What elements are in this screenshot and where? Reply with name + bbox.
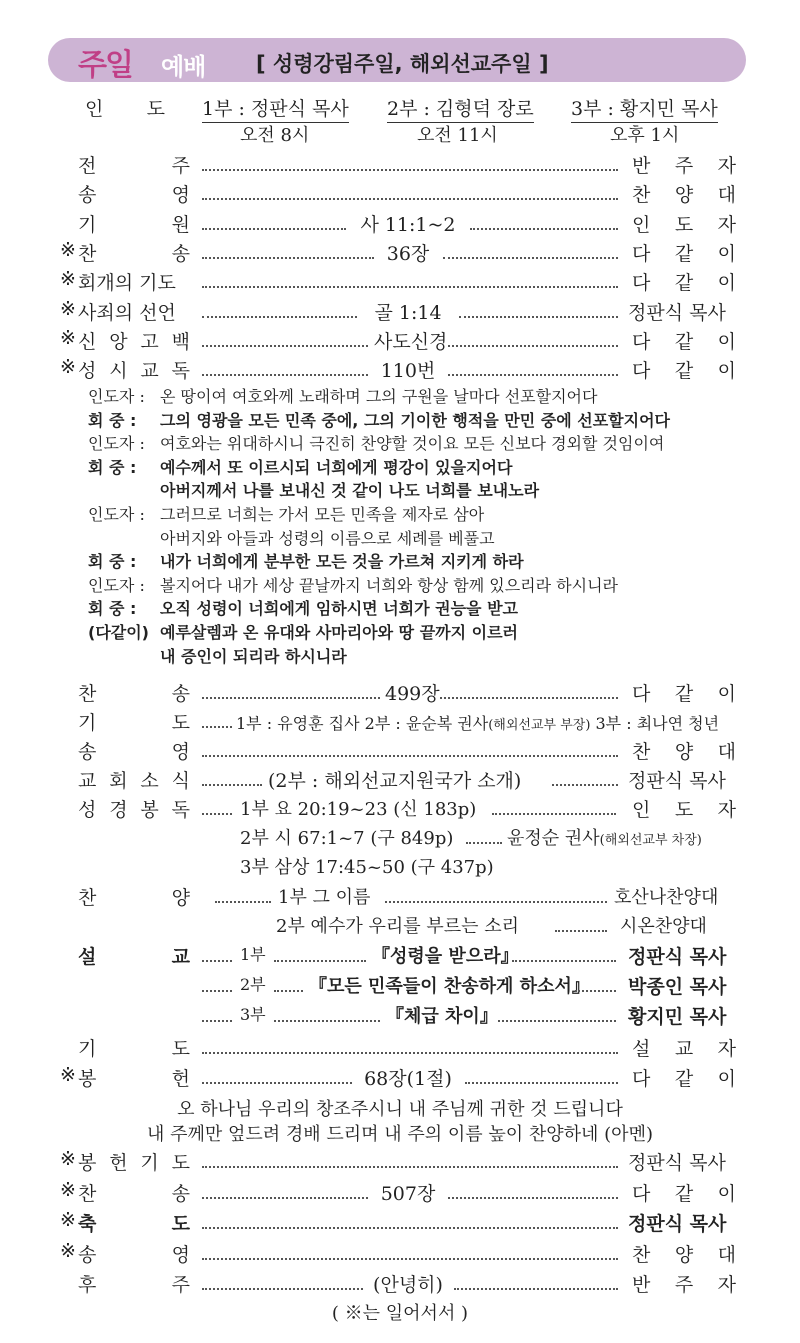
reading-text: 예수께서 또 이르시되 너희에게 평강이 있을지어다: [160, 457, 513, 477]
leader-dots: [202, 726, 232, 728]
footer-note: ( ※는 일어서서 ): [331, 1303, 469, 1324]
sermon-label: 설 교: [78, 946, 190, 968]
item-label: 신 앙 고 백: [78, 330, 190, 353]
leader-dots: [465, 1082, 619, 1084]
item-participant: 반 주 자: [632, 1274, 736, 1296]
logo-sunday: 주일: [78, 48, 132, 83]
reading-speaker: 인도자 :: [88, 434, 145, 454]
leader-dots: [202, 755, 618, 757]
item-label: 사죄의 선언: [78, 301, 176, 324]
reading-speaker: 회 중 :: [88, 457, 137, 477]
item-participant: 정판식 목사: [628, 301, 726, 324]
item-label: 기 원: [78, 213, 190, 236]
reading-speaker: 인도자 :: [88, 505, 145, 524]
leader-dots: [202, 286, 618, 288]
leader-dots: [202, 345, 368, 347]
logo-worship: 예배: [161, 53, 206, 81]
item-participant: 다 같 이: [632, 360, 736, 383]
item-participant: 설 교 자: [632, 1038, 736, 1060]
leader-dots: [448, 345, 618, 347]
anthem-2: 2부 예수가 우리를 부르는 소리: [276, 916, 519, 937]
lead-time-1: 오전 8시: [240, 125, 310, 146]
standing-mark: ※: [60, 1239, 76, 1262]
leader-dots: [385, 901, 607, 903]
anthem-1: 1부 그 이름: [278, 887, 371, 908]
leader-dots: [512, 960, 616, 962]
item-detail: 골 1:14: [374, 301, 442, 324]
anthem-choir-2: 시온찬양대: [620, 916, 707, 937]
sermon-preacher: 황지민 목사: [628, 1006, 727, 1028]
standing-mark: ※: [60, 1178, 76, 1201]
reading-text: 볼지어다 내가 세상 끝날까지 너희와 항상 함께 있으리라 하시니라: [160, 575, 619, 595]
leader-dots: [470, 228, 618, 230]
leader-dots: [202, 1258, 618, 1260]
praise-participant: 찬 양 대: [632, 741, 736, 763]
item-participant: 다 같 이: [632, 330, 736, 353]
offering-line-1: 오 하나님 우리의 창조주시니 내 주님께 귀한 것 드립니다: [177, 1099, 623, 1120]
leader-dots: [202, 1166, 618, 1168]
leader-dots: [202, 784, 262, 786]
news-content: (2부 : 해외선교지원국가 소개): [268, 770, 522, 792]
item-label: 성 시 교 독: [78, 360, 190, 383]
scripture-reader-2: 윤정순 권사(해외선교부 차장): [507, 828, 702, 849]
reading-speaker: 회 중 :: [88, 410, 137, 430]
item-label: 송 영: [78, 184, 190, 207]
scripture-2: 2부 시 67:1~7 (구 849p): [240, 828, 454, 849]
hymn-participant: 다 같 이: [632, 683, 736, 705]
leader-dots: [466, 842, 502, 844]
leader-dots: [202, 1082, 352, 1084]
standing-mark: ※: [60, 1148, 76, 1170]
lead-service-2: 2부 : 김형덕 장로: [387, 94, 534, 123]
item-detail: 110번: [380, 360, 436, 383]
lead-label: 인 도: [85, 98, 165, 120]
prayer-label: 기 도: [78, 712, 190, 734]
leader-dots: [575, 990, 616, 992]
item-participant: 다 같 이: [632, 1068, 736, 1090]
standing-mark: ※: [60, 1209, 76, 1231]
item-participant: 찬 양 대: [632, 184, 736, 207]
item-participant: 다 같 이: [632, 242, 736, 265]
leader-dots: [202, 1197, 368, 1199]
item-detail: 68장(1절): [364, 1068, 452, 1090]
item-detail: 사도신경: [374, 330, 448, 353]
leader-dots: [274, 960, 366, 962]
leader-dots: [459, 316, 618, 318]
hymn-number: 499장: [385, 683, 440, 705]
item-participant: 정판식 목사: [628, 1152, 726, 1174]
item-participant: 다 같 이: [632, 272, 736, 295]
item-participant: 찬 양 대: [632, 1243, 736, 1266]
item-participant: 정판식 목사: [628, 1213, 727, 1235]
item-detail: 507장: [380, 1182, 436, 1205]
leader-dots: [202, 1052, 618, 1054]
reading-text: 내가 너희에게 분부한 모든 것을 가르쳐 지키게 하라: [160, 552, 524, 572]
leader-dots: [454, 1288, 619, 1290]
praise-label: 송 영: [78, 741, 190, 763]
leader-dots: [215, 901, 271, 903]
leader-dots: [202, 228, 346, 230]
sermon-preacher: 정판식 목사: [628, 946, 727, 968]
leader-dots: [274, 990, 303, 992]
anthem-choir-1: 호산나찬양대: [614, 887, 719, 908]
standing-mark: ※: [60, 356, 76, 379]
leader-dots: [202, 813, 232, 815]
news-label: 교 회 소 식: [78, 770, 190, 792]
leader-dots: [274, 1020, 380, 1022]
sermon-title: 『체급 차이』: [386, 1006, 498, 1027]
reading-text: 그러므로 너희는 가서 모든 민족을 제자로 삼아: [160, 505, 485, 524]
standing-mark: ※: [60, 297, 76, 320]
service-subtitle: [ 성령강림주일, 해외선교주일 ]: [256, 52, 549, 76]
leader-dots: [448, 1197, 618, 1199]
scripture-3: 3부 삼상 17:45~50 (구 437p): [240, 857, 494, 878]
reading-speaker: 회 중 :: [88, 599, 137, 619]
reading-text: 온 땅이여 여호와께 노래하며 그의 구원을 날마다 선포할지어다: [160, 387, 598, 406]
leader-dots: [202, 198, 618, 200]
standing-mark: ※: [60, 1064, 76, 1086]
item-label: 봉 헌: [78, 1068, 190, 1090]
leader-dots: [448, 374, 618, 376]
leader-dots: [202, 1227, 618, 1229]
anthem-label: 찬 양: [78, 887, 190, 909]
leader-dots: [555, 930, 607, 932]
lead-time-2: 오전 11시: [417, 125, 498, 146]
leader-dots: [202, 169, 618, 171]
hymn-label: 찬 송: [78, 683, 190, 705]
sermon-title: 『모든 민족들이 찬송하게 하소서』: [309, 976, 590, 997]
reading-text: 아버지와 아들과 성령의 이름으로 세례를 베풀고: [160, 528, 495, 548]
standing-mark: ※: [60, 268, 76, 291]
reading-speaker: 인도자 :: [88, 387, 145, 406]
leader-dots: [202, 1020, 232, 1022]
item-label: 축 도: [78, 1213, 190, 1235]
item-participant: 반 주 자: [632, 155, 736, 177]
leader-dots: [202, 316, 357, 318]
item-label: 찬 송: [78, 1182, 190, 1205]
sermon-preacher: 박종인 목사: [628, 976, 727, 998]
lead-time-3: 오후 1시: [610, 125, 680, 146]
sermon-part: 2부: [240, 975, 266, 994]
leader-dots: [202, 697, 380, 699]
sermon-title: 『성령을 받으라』: [372, 946, 519, 967]
prayer-leaders: 1부 : 유영훈 집사 2부 : 윤순복 권사(해외선교부 부장) 3부 : 최나연 청년: [236, 714, 720, 733]
leader-dots: [202, 990, 232, 992]
item-label: 전 주: [78, 155, 190, 177]
standing-mark: ※: [60, 238, 76, 261]
reading-speaker: (다같이): [88, 623, 149, 642]
leader-dots: [202, 960, 232, 962]
leader-dots: [443, 257, 619, 259]
item-detail: 사 11:1~2: [360, 213, 456, 236]
standing-mark: ※: [60, 326, 76, 349]
reading-text: 내 증인이 되리라 하시니라: [160, 646, 347, 666]
leader-dots: [202, 1288, 363, 1290]
leader-dots: [492, 813, 616, 815]
scripture-reader-1: 인 도 자: [632, 799, 736, 821]
item-detail: (안녕히): [373, 1274, 443, 1296]
leader-dots: [202, 257, 374, 259]
scripture-label: 성 경 봉 독: [78, 799, 190, 821]
reading-speaker: 회 중 :: [88, 552, 137, 572]
leader-dots: [440, 697, 618, 699]
reading-text: 아버지께서 나를 보내신 것 같이 나도 너희를 보내노라: [160, 481, 540, 501]
lead-service-1: 1부 : 정판식 목사: [202, 94, 349, 123]
reading-text: 오직 성령이 너희에게 임하시면 너희가 권능을 받고: [160, 599, 518, 619]
item-label: 봉 헌 기 도: [78, 1152, 190, 1174]
item-participant: 인 도 자: [632, 213, 736, 236]
item-label: 기 도: [78, 1038, 190, 1060]
news-presenter: 정판식 목사: [628, 770, 726, 792]
item-participant: 다 같 이: [632, 1182, 736, 1205]
reading-text: 여호와는 위대하시니 극진히 찬양할 것이요 모든 신보다 경외할 것임이여: [160, 434, 665, 454]
scripture-1: 1부 요 20:19~23 (신 183p): [240, 799, 477, 820]
leader-dots: [202, 374, 368, 376]
item-label: 회개의 기도: [78, 272, 176, 295]
lead-service-3: 3부 : 황지민 목사: [571, 94, 718, 123]
offering-line-2: 내 주께만 엎드려 경배 드리며 내 주의 이름 높이 찬양하네 (아멘): [147, 1124, 653, 1145]
item-label: 송 영: [78, 1243, 190, 1266]
leader-dots: [498, 1020, 616, 1022]
leader-dots: [552, 784, 618, 786]
sermon-part: 3부: [240, 1005, 266, 1024]
item-label: 찬 송: [78, 242, 190, 265]
reading-speaker: 인도자 :: [88, 575, 145, 595]
reading-text: 예루살렘과 온 유대와 사마리아와 땅 끝까지 이르러: [160, 623, 518, 642]
sermon-part: 1부: [240, 945, 266, 964]
reading-text: 그의 영광을 모든 민족 중에, 그의 기이한 행적을 만민 중에 선포할지어다: [160, 410, 671, 430]
item-detail: 36장: [386, 242, 430, 265]
item-label: 후 주: [78, 1274, 190, 1296]
